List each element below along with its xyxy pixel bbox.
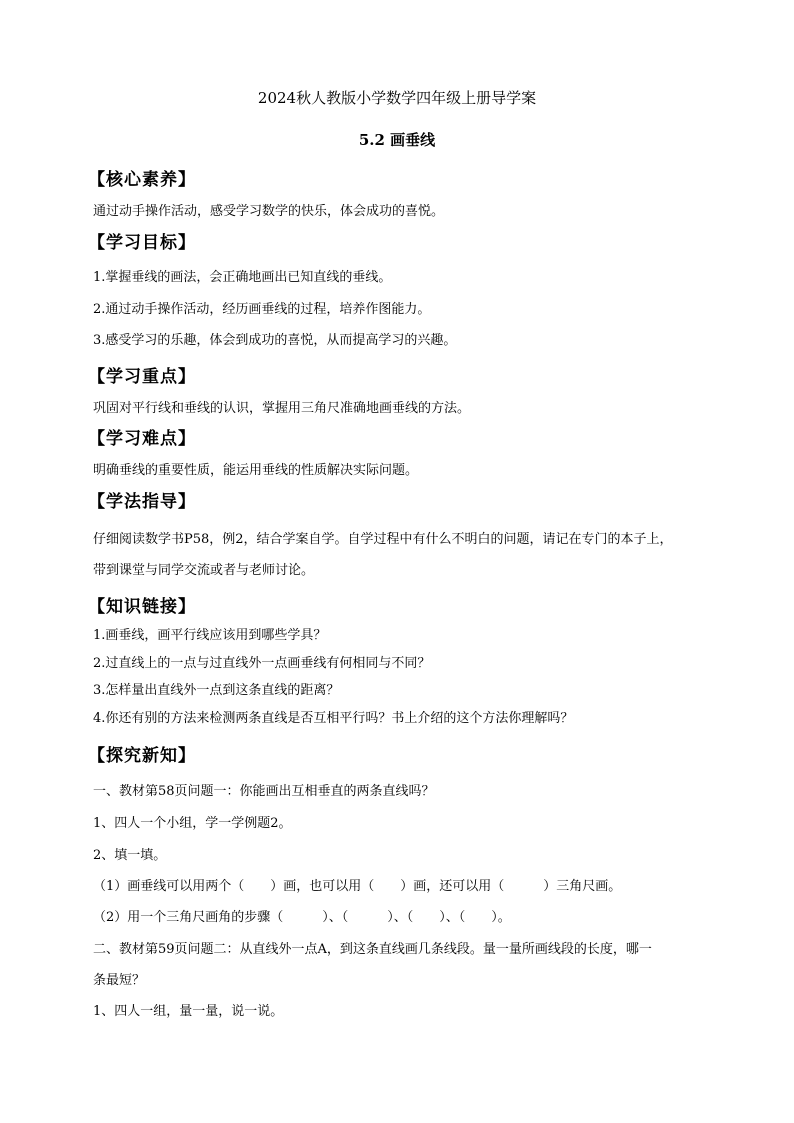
section-heading-core: 【核心素养】	[88, 170, 196, 190]
explore-line-3: 2、填一填。	[93, 848, 167, 863]
explore-line-1: 一、教材第58页问题一：你能画出互相垂直的两条直线吗？	[93, 784, 435, 799]
explore-line-8: 1、四人一组，量一量，说一说。	[93, 1004, 284, 1019]
method-line-1: 仔细阅读数学书P58，例2，结合学案自学。自学过程中有什么不明白的问题，请记在专门的本子上，	[93, 532, 673, 547]
section-heading-method: 【学法指导】	[88, 492, 196, 512]
key-line-1: 巩固对平行线和垂线的认识，掌握用三角尺准确地画垂线的方法。	[93, 401, 471, 416]
goals-line-2: 2.通过动手操作活动，经历画垂线的过程，培养作图能力。	[93, 302, 431, 317]
explore-line-2: 1、四人一个小组，学一学例题2。	[93, 816, 292, 831]
section-heading-explore: 【探究新知】	[88, 746, 196, 766]
explore-line-6: 二、教材第59页问题二：从直线外一点A，到这条直线画几条线段。量一量所画线段的长度，哪一	[93, 942, 652, 957]
section-heading-difficulty: 【学习难点】	[88, 429, 196, 449]
explore-line-5: （2）用一个三角尺画角的步骤（ ）、（ ）、（ ）、（ ）。	[93, 910, 511, 925]
document-title: 2024秋人教版小学数学四年级上册导学案	[257, 89, 537, 107]
document-subtitle: 5.2 画垂线	[358, 131, 436, 149]
goals-line-3: 3.感受学习的乐趣，体会到成功的喜悦，从而提高学习的兴趣。	[93, 333, 457, 348]
core-line-1: 通过动手操作活动，感受学习数学的快乐，体会成功的喜悦。	[93, 204, 445, 219]
links-line-2: 2.过直线上的一点与过直线外一点画垂线有何相同与不同？	[93, 656, 431, 671]
method-line-2: 带到课堂与同学交流或者与老师讨论。	[93, 563, 315, 578]
links-line-1: 1.画垂线，画平行线应该用到哪些学具？	[93, 628, 327, 643]
section-heading-goals: 【学习目标】	[88, 233, 196, 253]
difficulty-line-1: 明确垂线的重要性质，能运用垂线的性质解决实际问题。	[93, 463, 419, 478]
links-line-4: 4.你还有别的方法来检测两条直线是否互相平行吗？书上介绍的这个方法你理解吗？	[93, 711, 574, 726]
goals-line-1: 1.掌握垂线的画法，会正确地画出已知直线的垂线。	[93, 270, 392, 285]
section-heading-key: 【学习重点】	[88, 367, 196, 387]
explore-line-7: 条最短？	[93, 973, 146, 988]
links-line-3: 3.怎样量出直线外一点到这条直线的距离？	[93, 683, 340, 698]
explore-line-4: （1）画垂线可以用两个（ ）画，也可以用（ ）画，还可以用（ ）三角尺画。	[93, 879, 622, 894]
section-heading-links: 【知识链接】	[88, 597, 196, 617]
